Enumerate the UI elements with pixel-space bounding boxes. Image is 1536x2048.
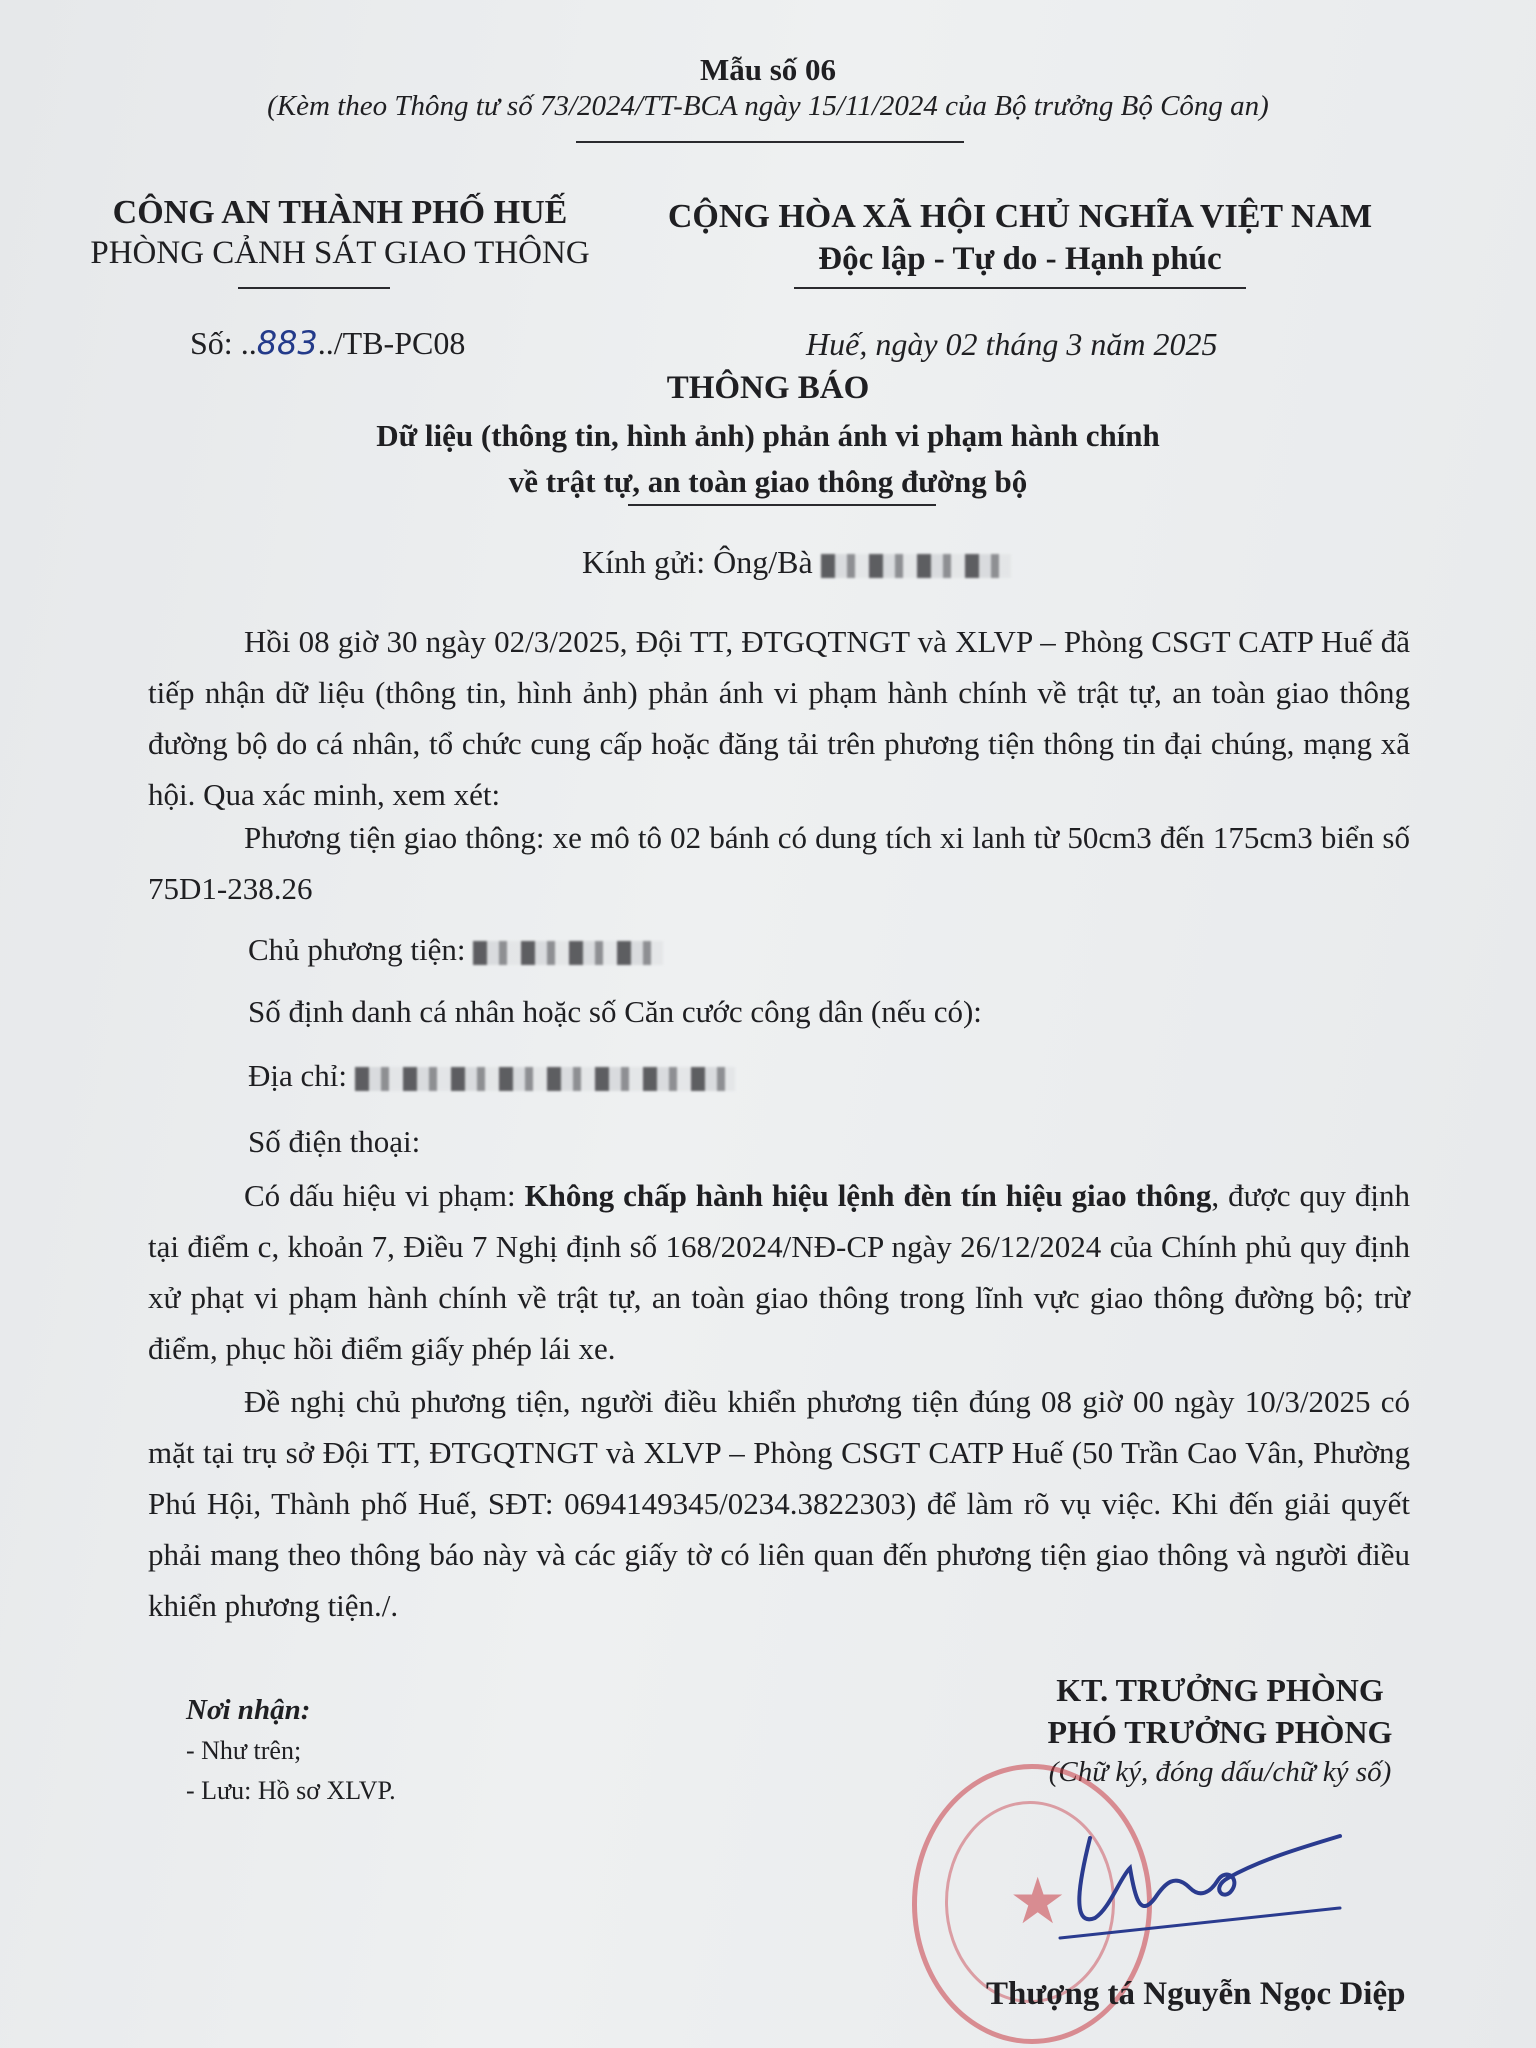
document-date: Huế, ngày 02 tháng 3 năm 2025 — [806, 326, 1218, 362]
agency-underline — [238, 287, 390, 289]
document-subtitle-1: Dữ liệu (thông tin, hình ảnh) phản ánh vi phạm hành chính — [376, 418, 1160, 453]
owner-line: Chủ phương tiện: — [248, 932, 663, 968]
signature-note: (Chữ ký, đóng dấu/chữ ký số) — [1048, 1756, 1392, 1788]
phone-line: Số điện thoại: — [248, 1124, 421, 1159]
motto: Độc lập - Tự do - Hạnh phúc — [818, 241, 1222, 277]
violation-description: Không chấp hành hiệu lệnh đèn tín hiệu giao thông — [524, 1178, 1212, 1213]
recipient-item: - Như trên; — [186, 1736, 302, 1765]
signature-title-1: KT. TRƯỞNG PHÒNG — [1056, 1672, 1384, 1708]
country-name: CỘNG HÒA XÃ HỘI CHỦ NGHĨA VIỆT NAM — [667, 198, 1373, 235]
redacted-address — [355, 1067, 735, 1091]
recipient: Kính gửi: Ông/Bà — [582, 544, 1011, 581]
paragraph-request: Đề nghị chủ phương tiện, người điều khiển phương tiện đúng 08 giờ 00 ngày 10/3/2025 có mặt tại trụ sở Đội TT, ĐTGQTNGT và XLVP – Phòng CSGT CATP Huế (50 Trần Cao Vân, Phường Phú Hội, Thành phố Huế, SĐT: 0694149345/0234.3822303) để làm rõ vụ việc. Khi đến giải quyết phải mang theo thông báo này và các giấy tờ có liên quan đến phương tiện giao thông và người điều khiển phương tiện./. — [148, 1384, 1410, 1623]
address-line: Địa chỉ: — [248, 1058, 735, 1094]
paragraph-violation: Có dấu hiệu vi phạm: Không chấp hành hiệu lệnh đèn tín hiệu giao thông, được quy định tại điểm c, khoản 7, Điều 7 Nghị định số 168/2024/NĐ-CP ngày 26/12/2024 của Chính phủ quy định xử phạt vi phạm hành chính về trật tự, an toàn giao thông trong lĩnh vực giao thông đường bộ; trừ điểm, phục hồi điểm giấy phép lái xe. — [148, 1178, 1410, 1366]
form-reference: (Kèm theo Thông tư số 73/2024/TT-BCA ngày 15/11/2024 của Bộ trưởng Bộ Công an) — [267, 90, 1269, 122]
handwritten-signature — [1050, 1818, 1370, 1958]
redacted-name — [821, 554, 1011, 578]
document-title: THÔNG BÁO — [666, 370, 870, 406]
paragraph-intro: Hồi 08 giờ 30 ngày 02/3/2025, Đội TT, ĐTGQTNGT và XLVP – Phòng CSGT CATP Huế đã tiếp nhận dữ liệu (thông tin, hình ảnh) phản ánh vi phạm hành chính về trật tự, an toàn giao thông đường bộ do cá nhân, tổ chức cung cấp hoặc đăng tải trên phương tiện thông tin đại chúng, mạng xã hội. Qua xác minh, xem xét: — [148, 624, 1410, 812]
id-line: Số định danh cá nhân hoặc số Căn cước công dân (nếu có): — [248, 994, 982, 1029]
title-underline — [628, 504, 936, 506]
agency-department: PHÒNG CẢNH SÁT GIAO THÔNG — [90, 235, 590, 271]
document-subtitle-2: về trật tự, an toàn giao thông đường bộ — [508, 464, 1028, 499]
divider — [576, 141, 964, 143]
recipient-item: - Lưu: Hồ sơ XLVP. — [186, 1776, 396, 1805]
star-icon: ★ — [1009, 1866, 1067, 1937]
form-number: Mẫu số 06 — [699, 52, 837, 87]
recipients-label: Nơi nhận: — [186, 1694, 311, 1726]
signature-title-2: PHÓ TRƯỞNG PHÒNG — [1047, 1714, 1393, 1750]
agency-name: CÔNG AN THÀNH PHỐ HUẾ — [112, 194, 568, 231]
paragraph-vehicle: Phương tiện giao thông: xe mô tô 02 bánh có dung tích xi lanh từ 50cm3 đến 175cm3 biển số 75D1-238.26 — [148, 820, 1410, 906]
motto-underline — [794, 287, 1246, 289]
redacted-owner — [473, 941, 663, 965]
document-number: Số: ..883../TB-PC08 — [190, 324, 466, 362]
handwritten-number: 883 — [256, 324, 318, 362]
signer-name: Thượng tá Nguyễn Ngọc Diệp — [986, 1976, 1406, 2012]
